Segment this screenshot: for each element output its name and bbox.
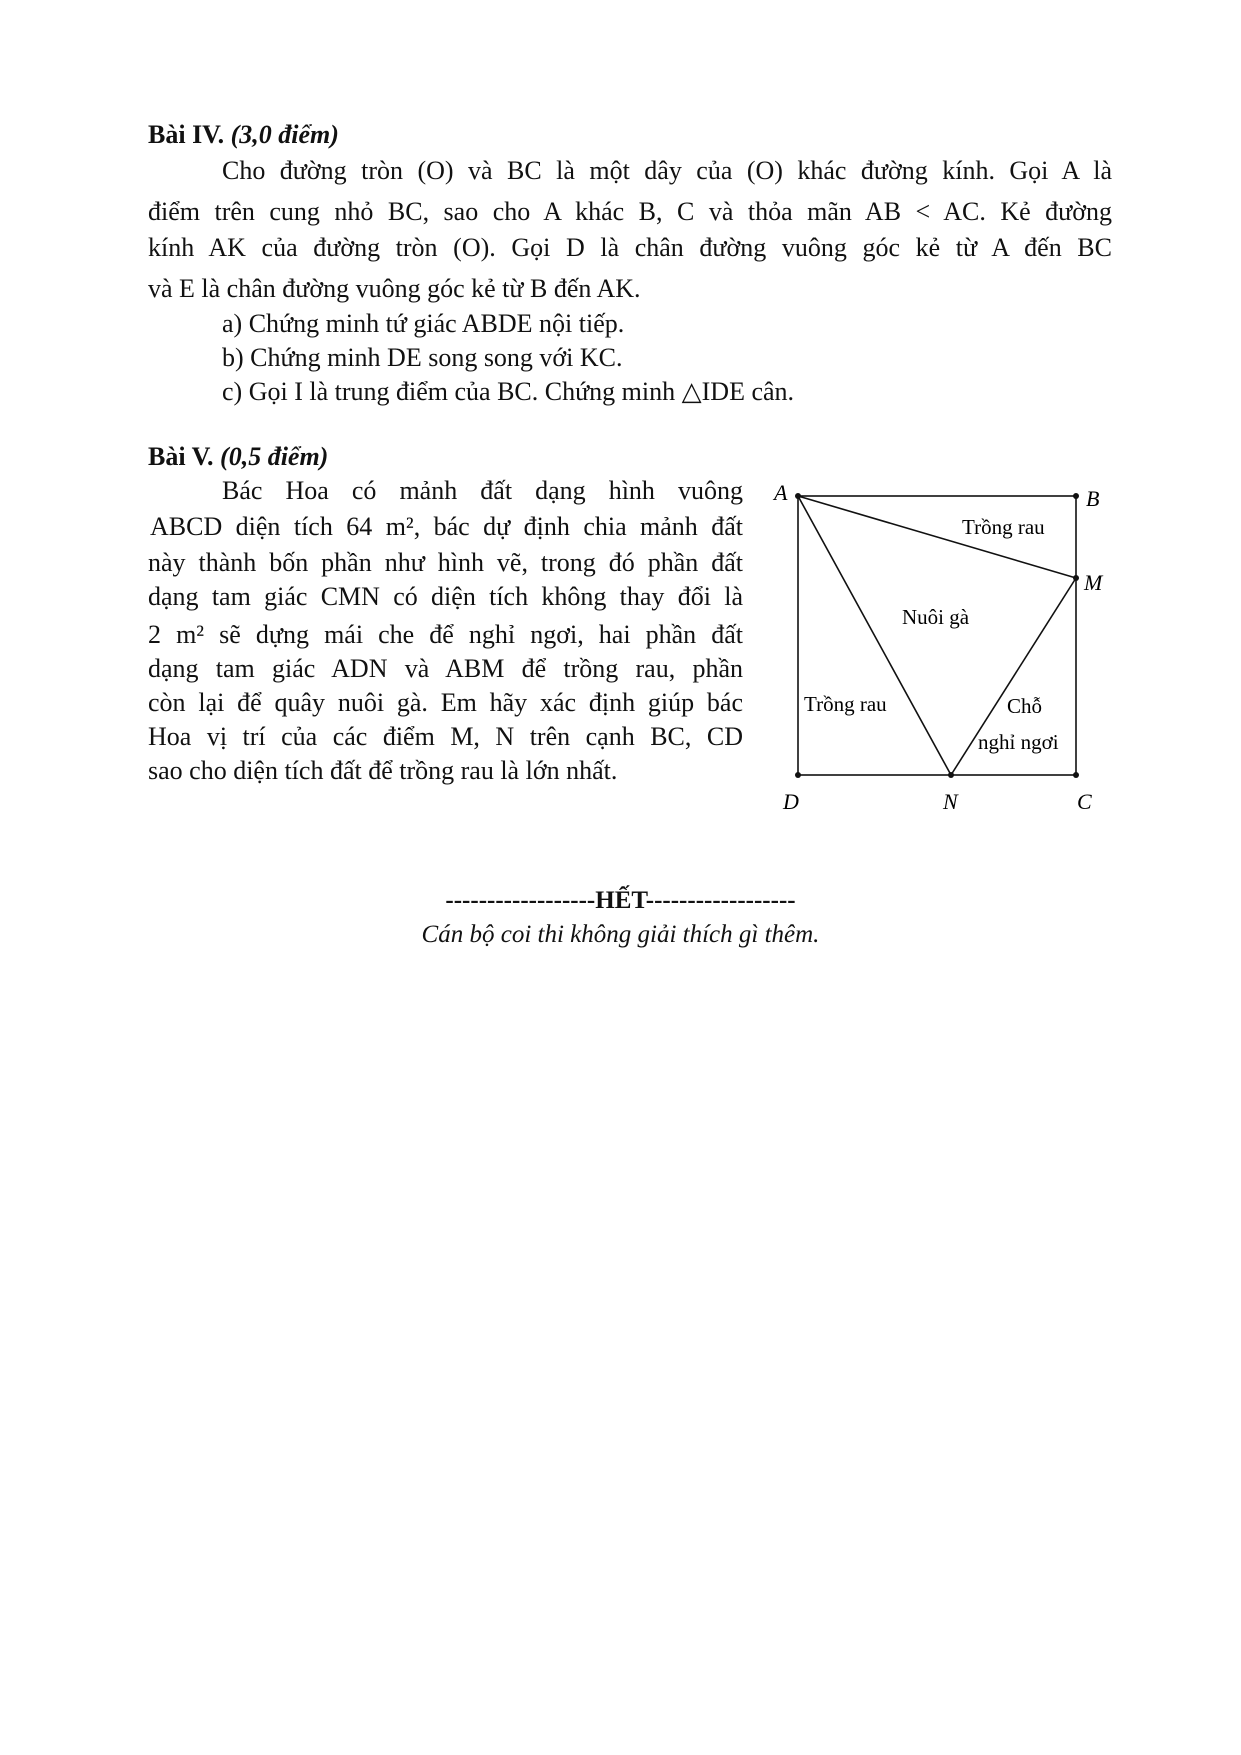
label-d: D [783,789,799,814]
bai4-heading [148,118,339,152]
bai4-line-1: Cho đường tròn (O) và BC là một dây của (O) khác đường kính. Gọi A là [222,156,1112,185]
point-a-dot [795,493,801,499]
label-a: A [774,480,788,505]
point-m-dot [1073,575,1079,581]
point-b-dot [1073,493,1079,499]
bai4-item-b: b) Chứng minh DE song song với KC. [222,343,623,372]
bai5-line-1: Bác Hoa có mảnh đất dạng hình vuông [222,476,743,505]
land-diagram [774,478,1115,818]
bai4-item-a: a) Chứng minh tứ giác ABDE nội tiếp. [222,309,625,338]
bai5-heading [148,440,328,474]
bai5-line-5: 2 m² sẽ dựng mái che để nghỉ ngơi, hai phần đất [148,620,743,649]
region-label-trong-rau-top: Trồng rau [962,515,1045,539]
bai4-line-4: và E là chân đường vuông góc kẻ từ B đến AK. [148,274,641,303]
point-c-dot [1073,772,1079,778]
bai4-line-3: kính AK của đường tròn (O). Gọi D là chân đường vuông góc kẻ từ A đến BC [148,233,1112,262]
label-c: C [1077,789,1092,814]
region-label-cho: Chỗ [1007,694,1043,718]
bai5-line-3: này thành bốn phần như hình vẽ, trong đó phần đất [148,548,743,577]
segment-an [798,496,951,775]
bai4-title: Bài IV. [148,120,225,149]
bai4-line-2: điểm trên cung nhỏ BC, sao cho A khác B, C và thỏa mãn AB < AC. Kẻ đường [148,197,1112,226]
region-label-nghi-ngoi: nghỉ ngơi [978,730,1059,754]
bai5-title: Bài V. [148,442,214,471]
region-label-trong-rau-left: Trồng rau [804,692,887,716]
bai5-line-2: ABCD diện tích 64 m², bác dự định chia mảnh đất [150,512,743,541]
point-d-dot [795,772,801,778]
bai4-item-c: c) Gọi I là trung điểm của BC. Chứng minh △IDE cân. [222,377,795,406]
end-marker: ------------------HẾT------------------ [445,887,796,914]
bai5-line-4: dạng tam giác CMN có diện tích không thay đổi là [148,582,743,611]
bai5-line-9: sao cho diện tích đất để trồng rau là lớn nhất. [148,756,618,785]
label-m: M [1084,570,1103,595]
bai4-points: (3,0 điểm) [230,120,339,149]
land-figure [774,478,1115,818]
label-n: N [943,789,958,814]
bai5-line-8: Hoa vị trí của các điểm M, N trên cạnh BC, CD [148,722,743,751]
bai5-line-7: còn lại để quây nuôi gà. Em hãy xác định giúp bác [148,688,743,717]
label-b: B [1086,486,1100,511]
proctor-note: Cán bộ coi thi không giải thích gì thêm. [421,921,820,948]
region-label-nuoi-ga: Nuôi gà [902,605,970,629]
bai5-points: (0,5 điểm) [220,442,329,471]
bai5-line-6: dạng tam giác ADN và ABM để trồng rau, phần [148,654,743,683]
point-n-dot [948,772,954,778]
